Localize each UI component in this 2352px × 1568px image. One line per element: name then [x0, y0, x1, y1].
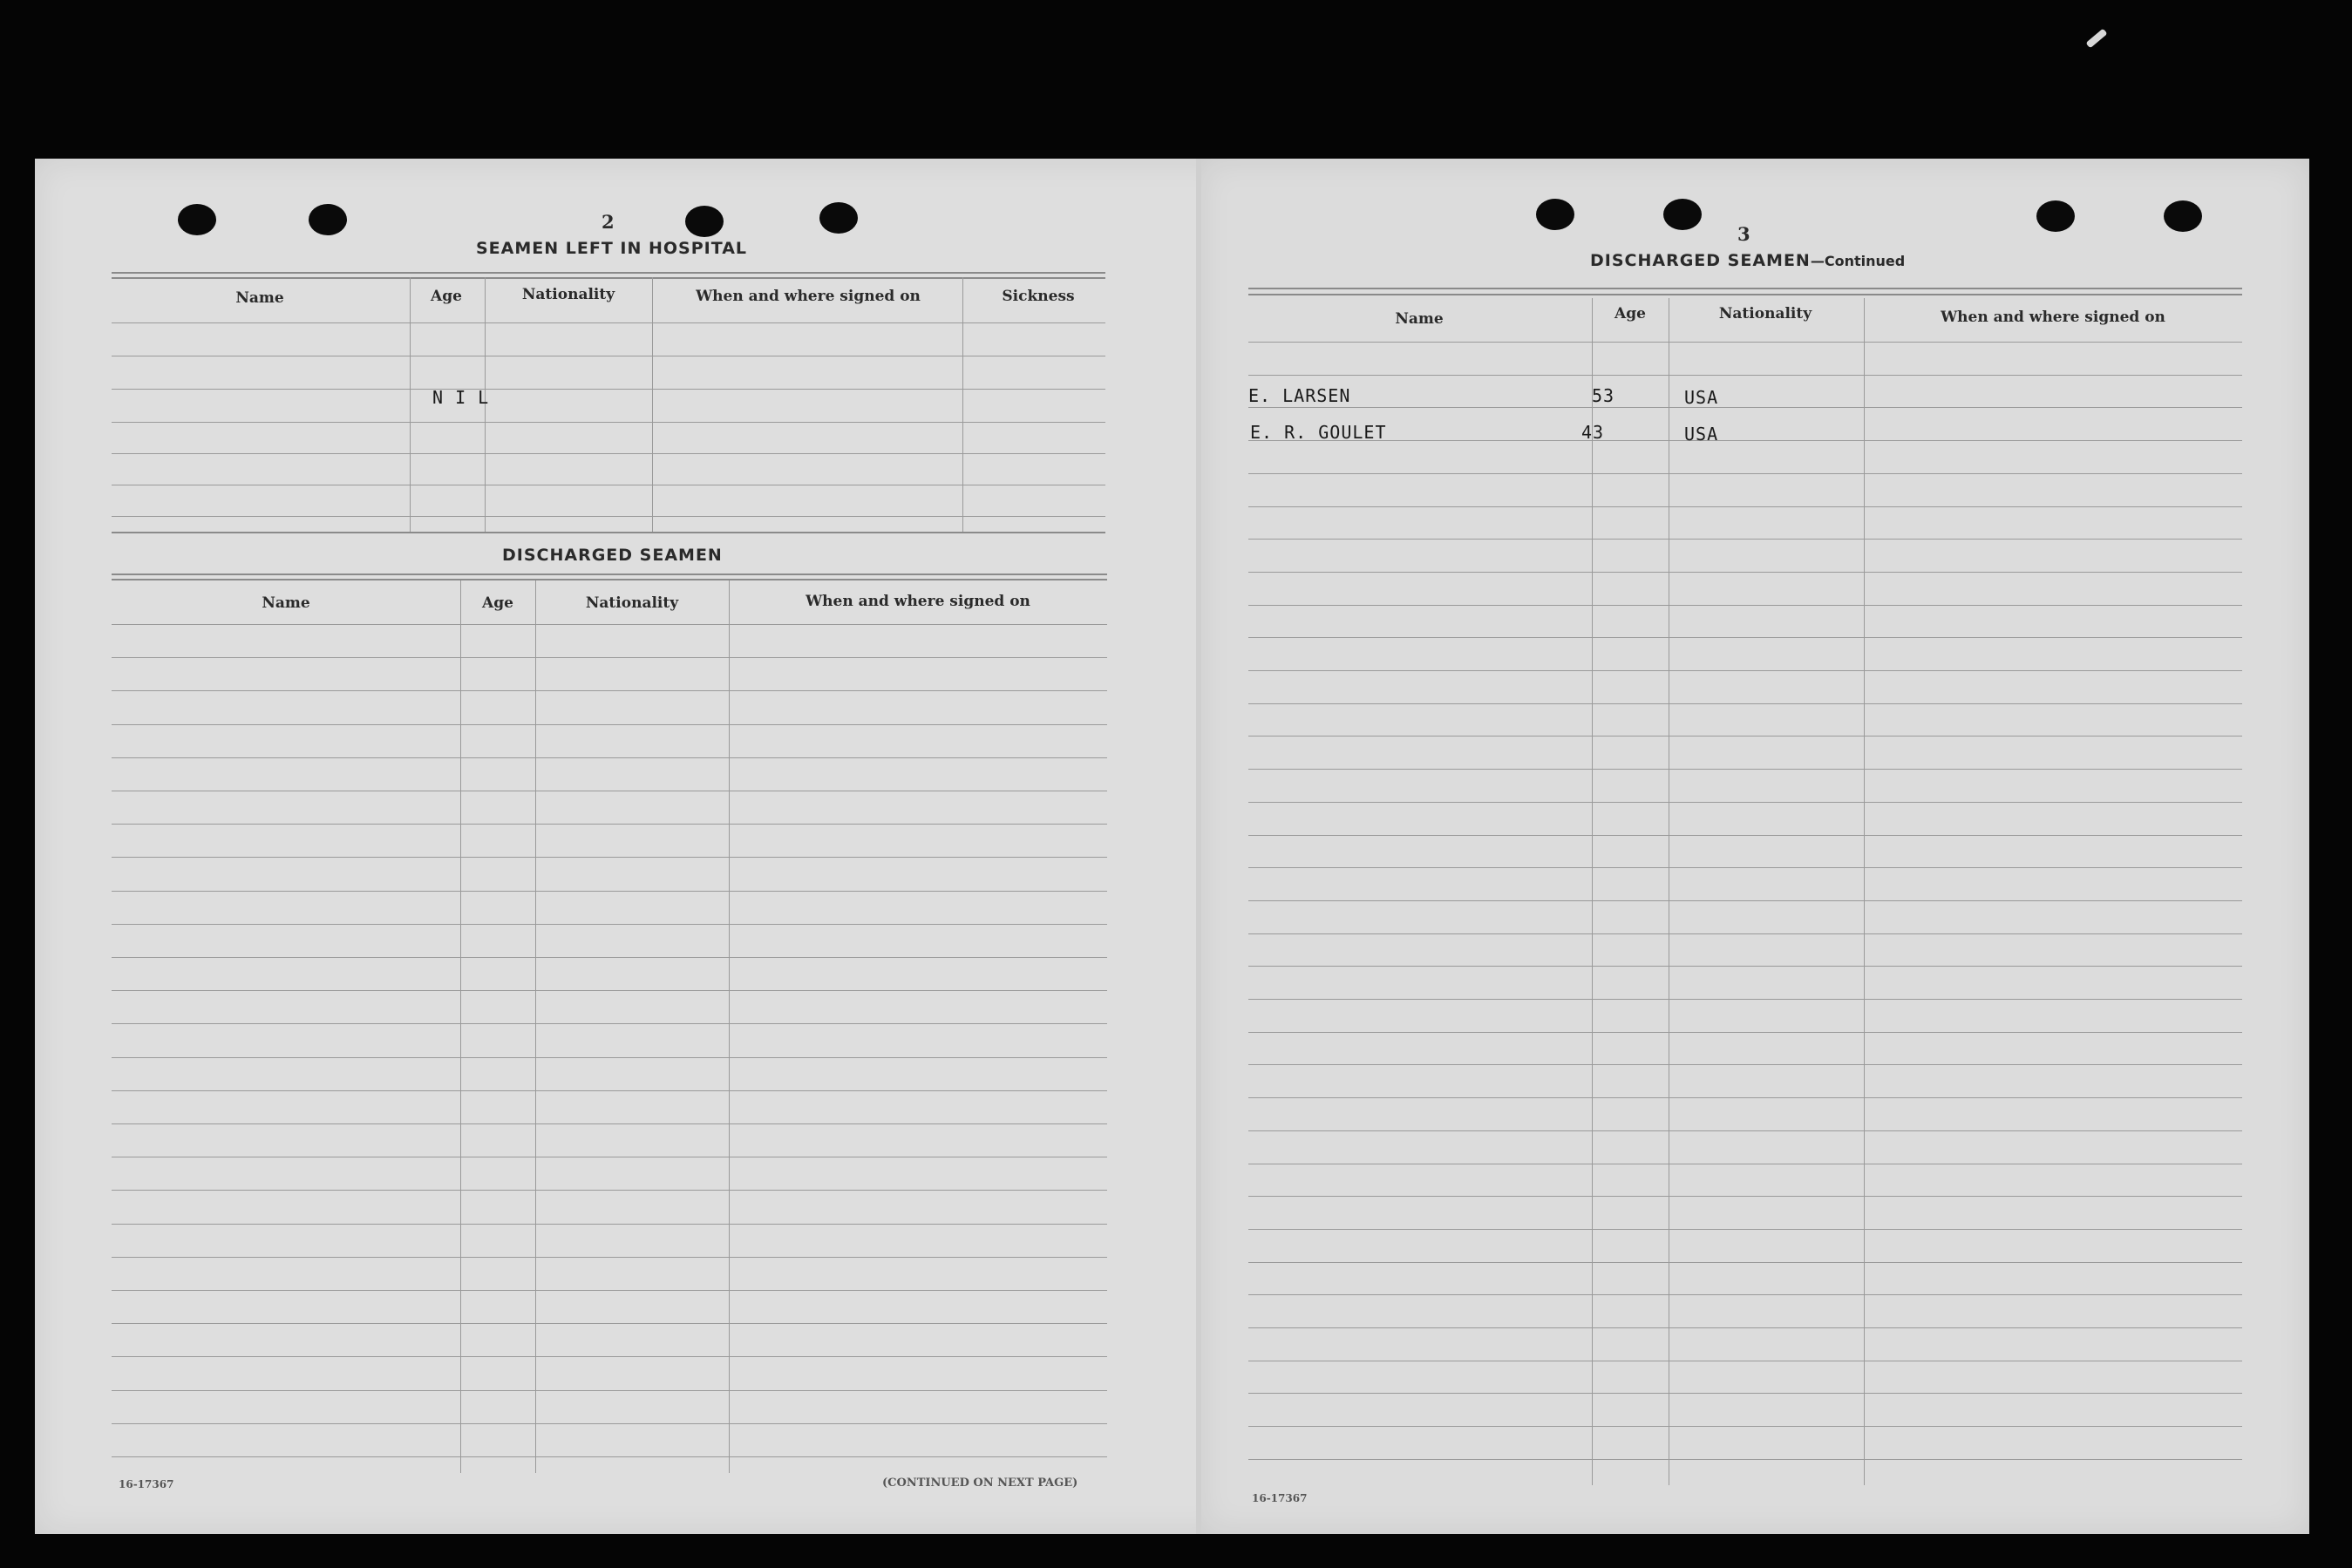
row-rule	[112, 322, 1105, 323]
col-divider	[652, 277, 653, 532]
row-rule	[112, 1224, 1107, 1225]
right-title-main: DISCHARGED SEAMEN	[1590, 251, 1811, 270]
right-section-title	[1590, 251, 1905, 270]
row-rule	[112, 1390, 1107, 1391]
row-rule	[112, 1257, 1107, 1258]
table-rule	[112, 277, 1105, 279]
row-rule	[112, 389, 1105, 390]
table-rule	[1248, 294, 2242, 295]
row-rule	[112, 1057, 1107, 1058]
row-rule	[1248, 605, 2242, 606]
punch-hole	[1536, 199, 1574, 230]
row-rule	[1248, 966, 2242, 967]
table-rule	[112, 574, 1107, 575]
punch-hole	[819, 202, 858, 234]
col-header-age: Age	[431, 288, 462, 305]
col-divider	[729, 580, 730, 1473]
table-rule	[1248, 288, 2242, 289]
row-rule	[1248, 1393, 2242, 1394]
form-number-right: 16-17367	[1252, 1492, 1308, 1504]
row-rule	[1248, 1032, 2242, 1033]
row-rule	[1248, 1097, 2242, 1098]
col-header-nationality: Nationality	[1718, 305, 1812, 322]
discharged-section-title: DISCHARGED SEAMEN	[502, 546, 723, 565]
punch-hole	[2164, 200, 2202, 232]
punch-hole	[2036, 200, 2075, 232]
hospital-entry-nil: N I L	[432, 387, 490, 408]
row-rule	[1248, 473, 2242, 474]
row-rule	[1248, 342, 2242, 343]
row-rule	[1248, 999, 2242, 1000]
table-rule	[112, 272, 1105, 274]
seaman-age: 43	[1581, 422, 1605, 443]
col-divider	[962, 277, 963, 532]
col-header-signed-on: When and where signed on	[696, 288, 921, 305]
row-rule	[1248, 407, 2242, 408]
row-rule	[1248, 1459, 2242, 1460]
row-rule	[112, 1423, 1107, 1424]
row-rule	[112, 1356, 1107, 1357]
seaman-name: E. R. GOULET	[1250, 422, 1387, 443]
seaman-name: E. LARSEN	[1248, 385, 1351, 406]
row-rule	[1248, 900, 2242, 901]
row-rule	[112, 422, 1105, 423]
row-rule	[1248, 1294, 2242, 1295]
row-rule	[1248, 1229, 2242, 1230]
punch-hole	[309, 204, 347, 235]
form-number-left: 16-17367	[119, 1478, 174, 1490]
row-rule	[1248, 670, 2242, 671]
row-rule	[1248, 1426, 2242, 1427]
row-rule	[1248, 703, 2242, 704]
row-rule	[1248, 835, 2242, 836]
row-rule	[112, 724, 1107, 725]
col-header-nationality: Nationality	[585, 594, 679, 612]
row-rule	[1248, 1130, 2242, 1131]
col-divider	[535, 580, 536, 1473]
col-divider	[410, 277, 411, 532]
row-rule	[1248, 1327, 2242, 1328]
page-gutter	[1196, 159, 1201, 1534]
row-rule	[112, 990, 1107, 991]
left-form-page	[35, 159, 1234, 1534]
row-rule	[1248, 440, 2242, 441]
row-rule	[1248, 802, 2242, 803]
row-rule	[112, 857, 1107, 858]
punch-hole	[178, 204, 216, 235]
row-rule	[112, 1456, 1107, 1457]
row-rule	[112, 1090, 1107, 1091]
row-rule	[112, 657, 1107, 658]
row-rule	[112, 516, 1105, 517]
table-rule	[112, 579, 1107, 580]
row-rule	[1248, 1196, 2242, 1197]
seaman-nationality: USA	[1684, 387, 1719, 408]
col-divider	[1864, 298, 1865, 1485]
right-page-number: 3	[1737, 223, 1750, 245]
col-header-signed-on: When and where signed on	[806, 593, 1030, 610]
row-rule	[112, 1323, 1107, 1324]
scan-mark	[2085, 29, 2107, 49]
col-header-signed-on: When and where signed on	[1941, 309, 2165, 326]
col-divider	[460, 580, 461, 1473]
row-rule	[112, 824, 1107, 825]
row-rule	[112, 453, 1105, 454]
row-rule	[1248, 637, 2242, 638]
row-rule	[112, 624, 1107, 625]
row-rule	[1248, 769, 2242, 770]
col-divider	[1592, 298, 1593, 1485]
punch-hole	[1663, 199, 1702, 230]
col-header-sickness: Sickness	[1002, 288, 1075, 305]
left-page-number: 2	[602, 211, 615, 233]
row-rule	[1248, 506, 2242, 507]
row-rule	[112, 891, 1107, 892]
table-rule	[112, 532, 1105, 533]
col-header-age: Age	[482, 594, 513, 612]
col-header-name: Name	[1395, 310, 1444, 328]
hospital-section-title: SEAMEN LEFT IN HOSPITAL	[476, 239, 748, 258]
row-rule	[112, 757, 1107, 758]
row-rule	[112, 1190, 1107, 1191]
right-title-suffix: —Continued	[1810, 253, 1906, 269]
punch-hole	[685, 206, 724, 237]
seaman-age: 53	[1592, 385, 1615, 406]
row-rule	[1248, 1064, 2242, 1065]
col-header-name: Name	[262, 594, 310, 612]
row-rule	[112, 1023, 1107, 1024]
row-rule	[1248, 933, 2242, 934]
seaman-nationality: USA	[1684, 424, 1719, 445]
row-rule	[112, 957, 1107, 958]
row-rule	[1248, 867, 2242, 868]
col-header-age: Age	[1614, 305, 1646, 322]
row-rule	[1248, 375, 2242, 376]
continued-note: (CONTINUED ON NEXT PAGE)	[882, 1476, 1078, 1490]
row-rule	[1248, 539, 2242, 540]
row-rule	[112, 1290, 1107, 1291]
col-header-name: Name	[235, 289, 284, 307]
row-rule	[1248, 572, 2242, 573]
row-rule	[1248, 1262, 2242, 1263]
row-rule	[112, 1123, 1107, 1124]
row-rule	[112, 690, 1107, 691]
row-rule	[112, 924, 1107, 925]
col-header-nationality: Nationality	[521, 286, 615, 303]
